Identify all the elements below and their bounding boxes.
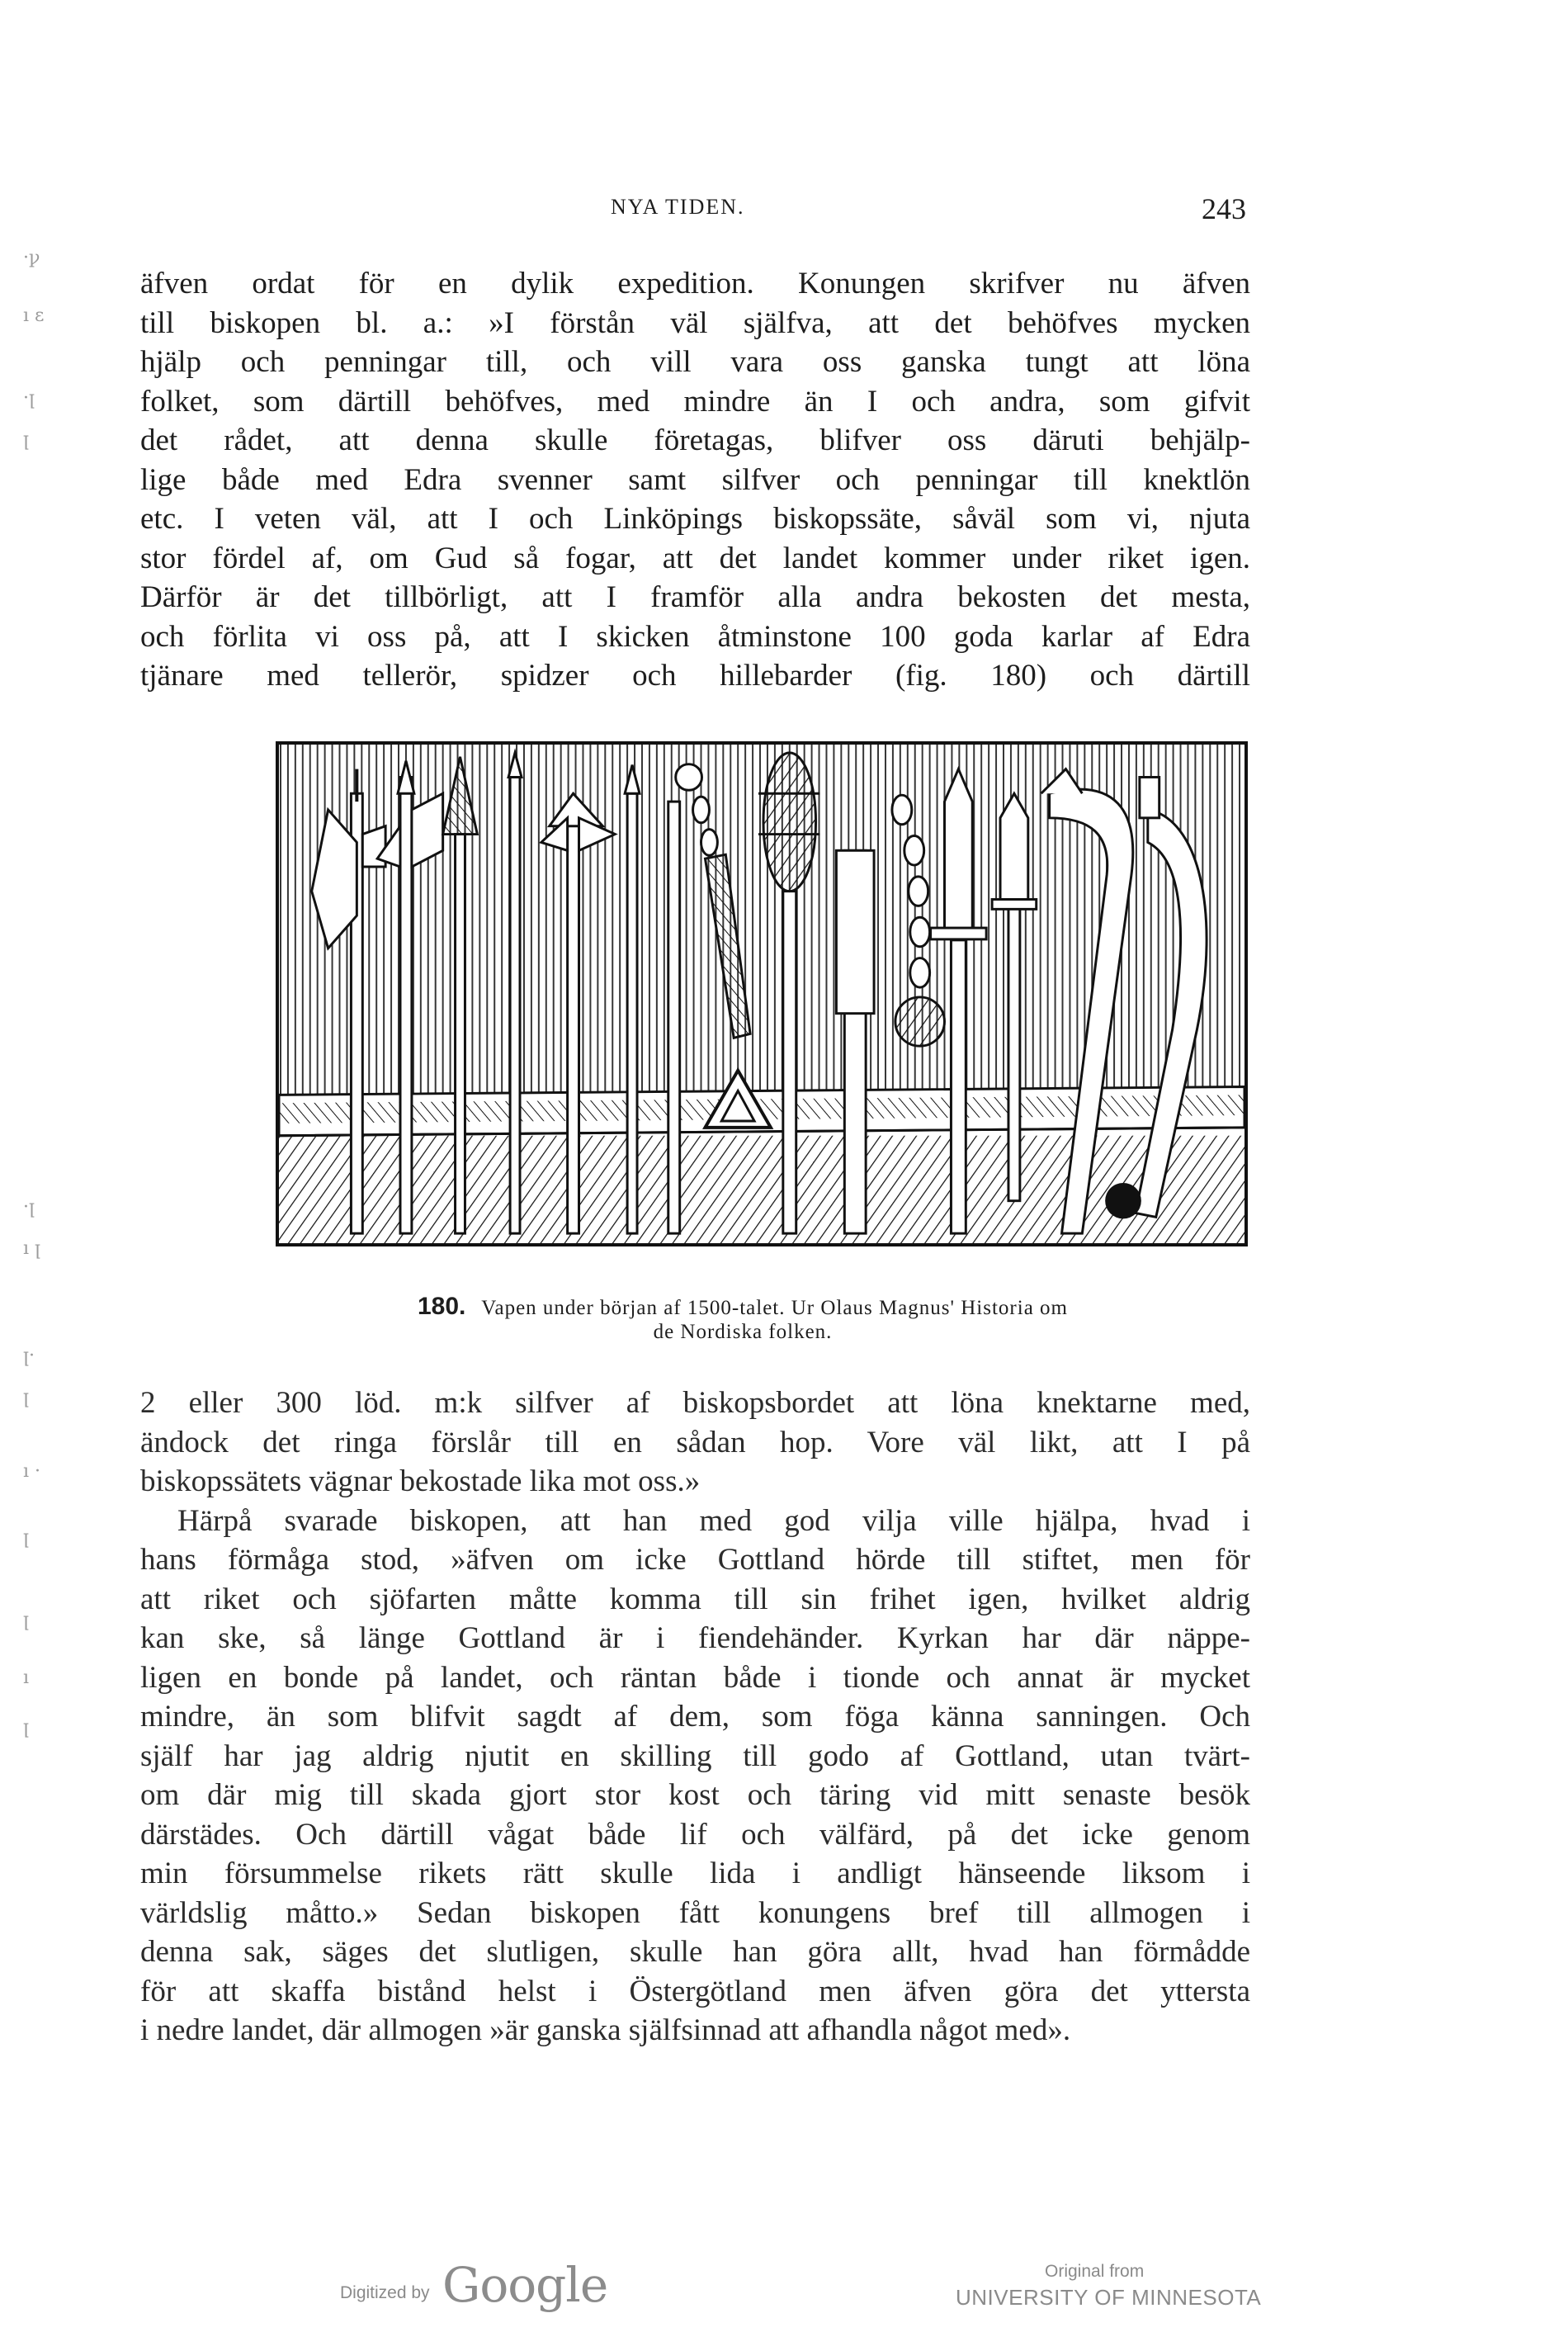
text-line: hjälp och penningar till, och vill vara oss ganska tungt att löna	[140, 345, 1250, 379]
text-line: min försummelse rikets rätt skulle lida i andligt hänseende liksom i	[140, 1857, 1250, 1890]
spear-2	[508, 753, 522, 1233]
text-line: 2 eller 300 löd. m:k silfver af biskopsbordet att löna knektarne med,	[140, 1386, 1250, 1420]
caption-line-2: de Nordiska folken.	[653, 1321, 833, 1343]
text-line: kan ske, så länge Gottland är i fiendehänder. Kyrkan har där näppe-	[140, 1621, 1250, 1655]
text-line: lige både med Edra svenner samt silfver och penningar till knektlön	[140, 462, 1250, 497]
running-title: NYA TIDEN.	[611, 195, 745, 219]
original-from-label: Original from	[1045, 2262, 1145, 2281]
text-line: själf har jag aldrig njutit en skilling till godo af Gottland, utan tvärt-	[140, 1738, 1250, 1773]
google-logo: Google	[442, 2257, 608, 2313]
figure-caption	[248, 1294, 1238, 1344]
margin-bleed-through: ·ꝩ ı ε ·ꞁ ꞁ ·ꞁ ı ꞁ ꞁ· ꞁ ı · ꞁ ꞁ ı ꞁ	[23, 248, 45, 1738]
text-line: om där mig till skada gjort stor kost och täring vid mitt senaste besök	[140, 1778, 1250, 1812]
text-line: hans förmåga stod, »äfven om icke Gottland hörde till stiftet, men för	[140, 1543, 1250, 1577]
text-line: Därför är det tillbörligt, att I framför alla andra bekosten det mesta,	[140, 580, 1250, 614]
text-line: stor fördel af, om Gud så fogar, att det landet kommer under riket igen.	[140, 541, 1250, 575]
text-line: tjänare med tellerör, spidzer och hillebarder (fig. 180) och därtill	[140, 659, 1250, 693]
text-line: till biskopen bl. a.: »I förstån väl själfva, att det behöfves mycken	[140, 305, 1250, 340]
text-line: biskopssätets vägnar bekostade lika mot oss.»	[140, 1464, 701, 1498]
text-line: etc. I veten väl, att I och Linköpings biskopssäte, såväl som vi, njuta	[140, 502, 1250, 536]
spear-3	[625, 765, 640, 1233]
page-number: 243	[1202, 192, 1246, 225]
ground-hatching	[279, 1136, 1244, 1243]
text-line: Härpå svarade biskopen, att han med god vilja ville hjälpa, hvad i	[177, 1503, 1250, 1538]
text-line: världslig måtto.» Sedan biskopen fått konungens bref till allmogen i	[140, 1895, 1250, 1930]
text-line: äfven ordat för en dylik expedition. Konungen skrifver nu äfven	[140, 267, 1250, 300]
text-line: det rådet, att denna skulle företagas, blifver oss däruti behjälp-	[140, 423, 1250, 457]
paragraph-1	[140, 264, 1250, 696]
text-line: ligen en bonde på landet, och räntan både i tionde och annat är mycket	[140, 1660, 1250, 1695]
university-label: UNIVERSITY OF MINNESOTA	[956, 2285, 1262, 2310]
caption-line-1: Vapen under början af 1500-talet. Ur Olaus Magnus' Historia om	[481, 1297, 1068, 1319]
figure-number: 180.	[418, 1293, 466, 1320]
text-line: för att skaffa bistånd helst i Östergötland men äfven göra det yttersta	[140, 1974, 1250, 2008]
text-line: folket, som därtill behöfves, med mindre än I och andra, som gifvit	[140, 384, 1250, 419]
text-line: därstädes. Och därtill vågat både lif och välfärd, på det icke genom	[140, 1817, 1250, 1852]
paragraph-2-and-3	[140, 1384, 1250, 2051]
text-line: ändock det ringa förslår till en sådan hop. Vore väl likt, att I på	[140, 1425, 1250, 1459]
weapons-woodcut-figure	[276, 741, 1248, 1246]
running-header	[140, 192, 1246, 231]
text-line: i nedre landet, där allmogen »är ganska själfsinnad att afhandla något med».	[140, 2013, 1071, 2047]
text-line: och förlita vi oss på, att I skicken åtminstone 100 goda karlar af Edra	[140, 619, 1250, 654]
text-line: mindre, än som blifvit sagdt af dem, som föga känna sanningen. Och	[140, 1700, 1250, 1734]
digitized-by-label: Digitized by	[340, 2283, 430, 2302]
text-line: att riket och sjöfarten måtte komma till sin frihet igen, hvilket aldrig	[140, 1582, 1250, 1616]
weapons-illustration	[279, 745, 1244, 1243]
text-line: denna sak, säges det slutligen, skulle han göra allt, hvad han förmådde	[140, 1935, 1250, 1969]
